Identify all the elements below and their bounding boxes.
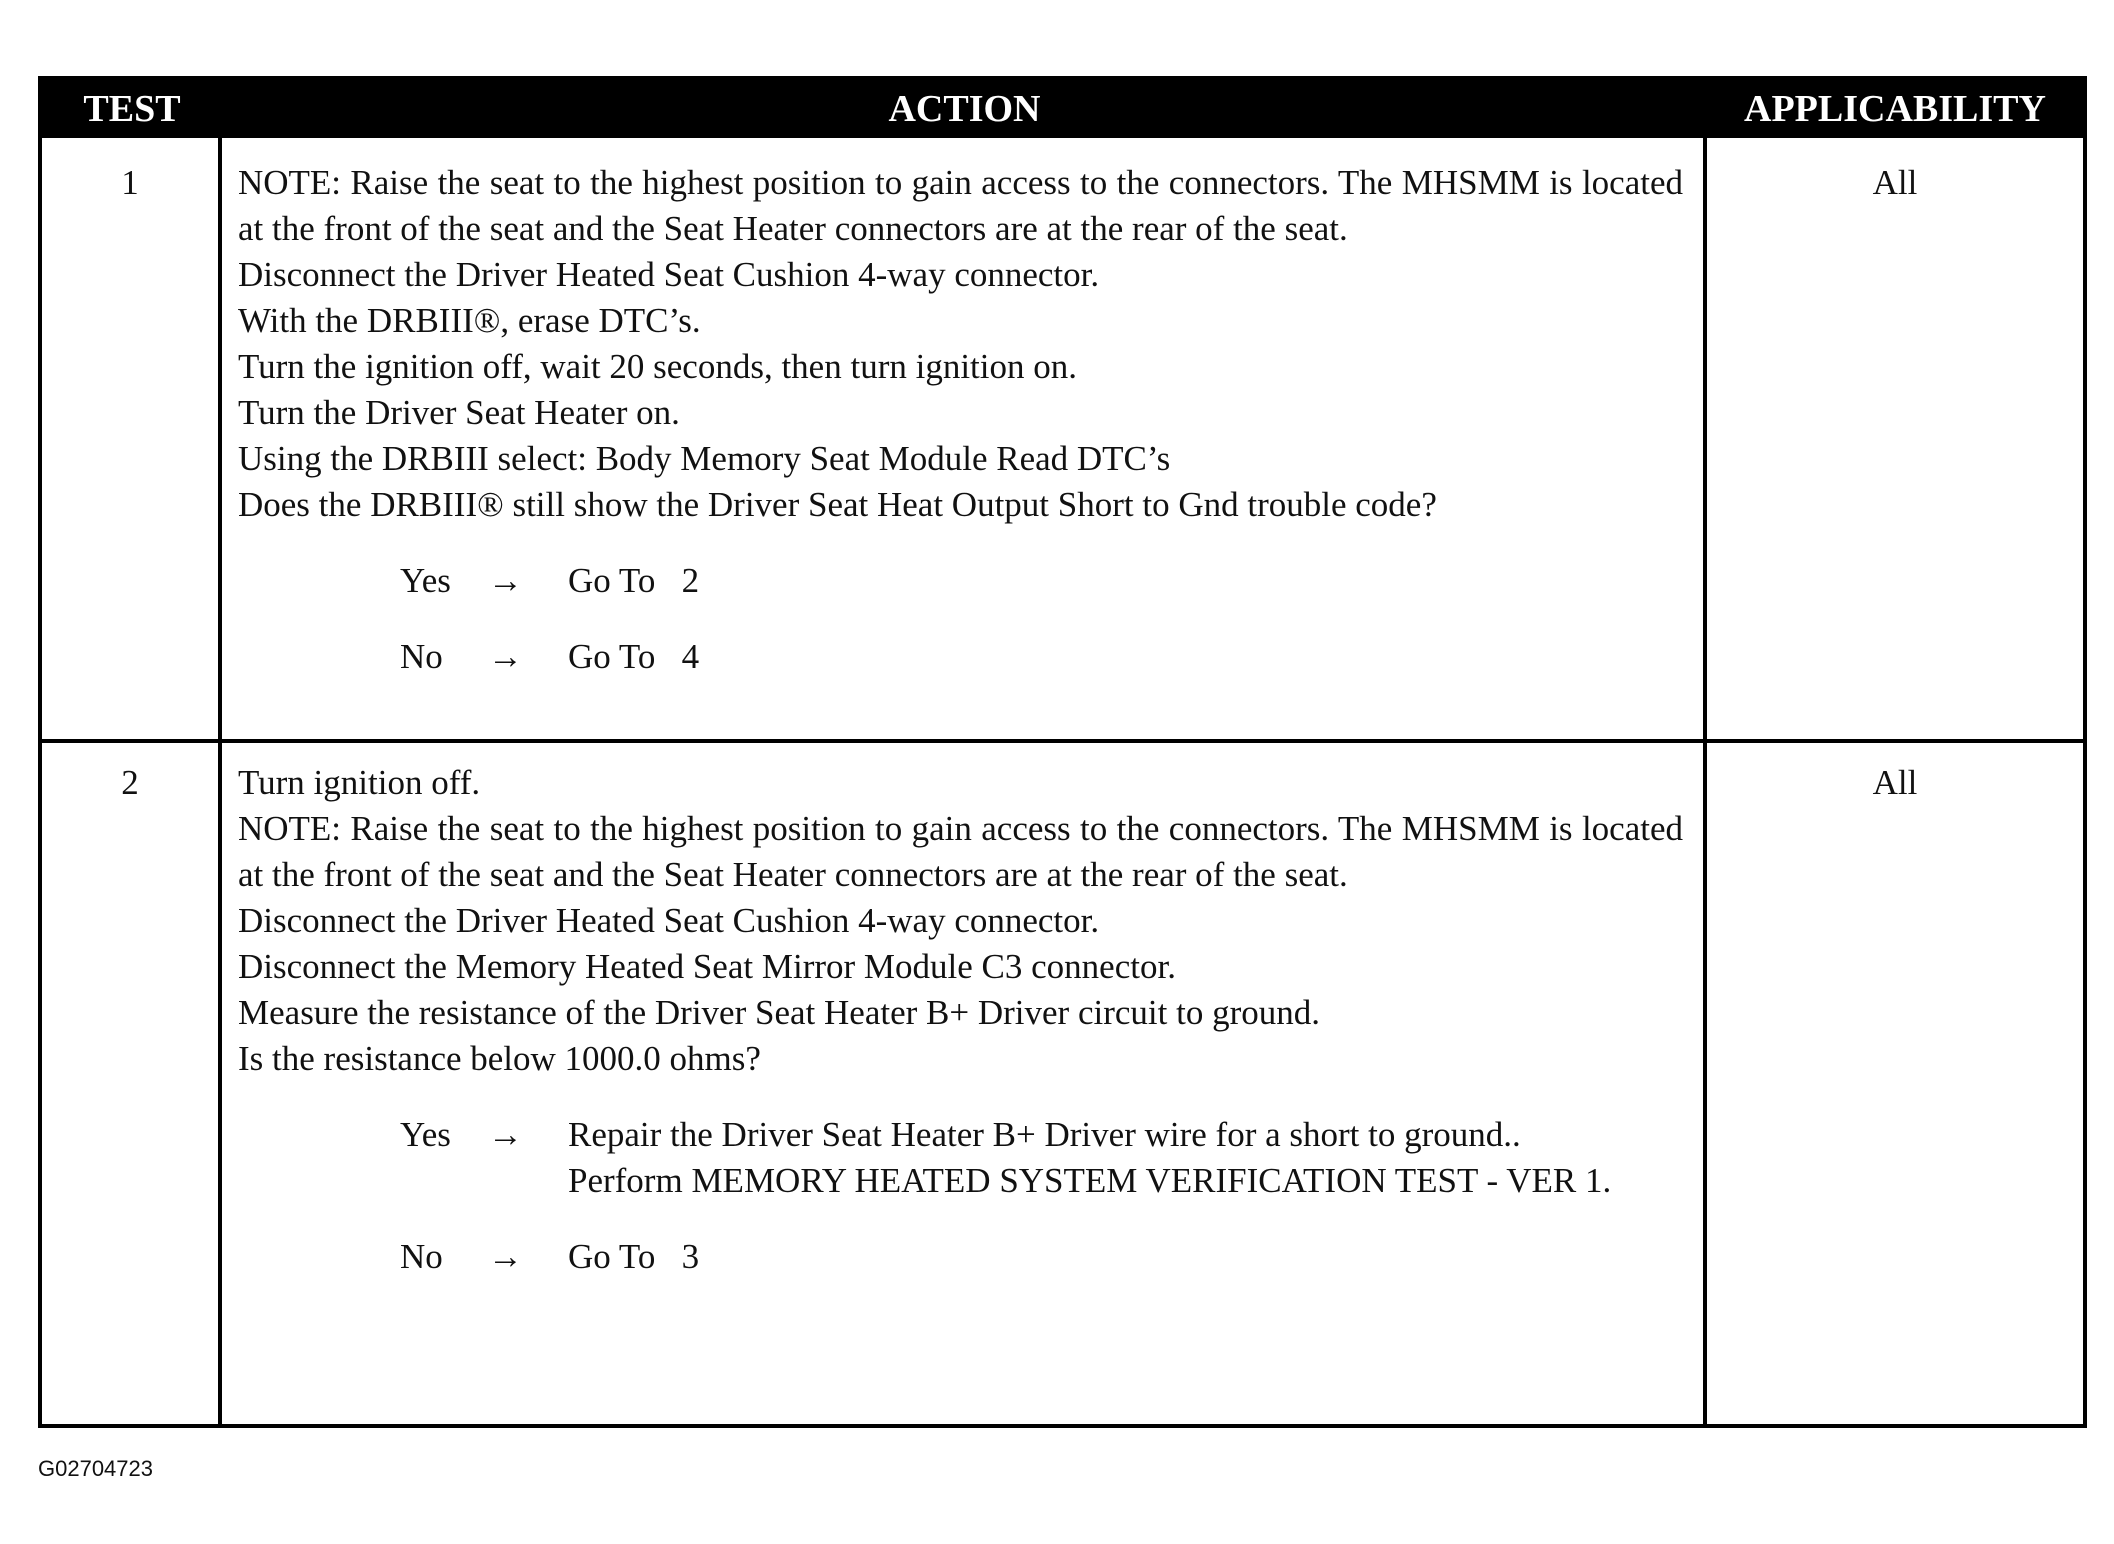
branch-text: Perform MEMORY HEATED SYSTEM VERIFICATION TEST - VER 1. xyxy=(568,1161,1612,1200)
right-arrow-icon: → xyxy=(488,1237,523,1276)
action-line: Turn ignition off. xyxy=(238,763,481,802)
action-line: NOTE: Raise the seat to the highest position to gain access to the connectors. The MHSMM is located at the front of the seat and the Seat Heater connectors are at the rear of the seat. xyxy=(238,809,1683,894)
branch-body xyxy=(568,1112,1683,1204)
action-line: Disconnect the Memory Heated Seat Mirror Module C3 connector. xyxy=(238,947,1176,986)
action-cell xyxy=(238,760,1683,1280)
right-arrow-icon: → xyxy=(488,561,523,600)
header-test: TEST xyxy=(83,88,181,130)
diagnostic-table xyxy=(38,76,2087,1428)
branch-label: Yes xyxy=(400,1115,451,1154)
applicability-cell: All xyxy=(1872,163,1918,202)
action-line: Disconnect the Driver Heated Seat Cushion 4-way connector. xyxy=(238,255,1100,294)
action-line: Turn the Driver Seat Heater on. xyxy=(238,393,680,432)
column-divider xyxy=(218,138,222,1424)
test-number: 2 xyxy=(121,763,139,802)
branch-text: Go To 3 xyxy=(568,1237,700,1276)
action-line: With the DRBIII®, erase DTC’s. xyxy=(238,301,701,340)
branch-label: Yes xyxy=(400,561,451,600)
action-line: Does the DRBIII® still show the Driver Seat Heat Output Short to Gnd trouble code? xyxy=(238,485,1437,524)
row-divider xyxy=(42,739,2083,743)
header-applicability: APPLICABILITY xyxy=(1744,88,2046,130)
action-cell xyxy=(238,160,1683,680)
action-line: Measure the resistance of the Driver Seat Heater B+ Driver circuit to ground. xyxy=(238,993,1320,1032)
action-line: NOTE: Raise the seat to the highest position to gain access to the connectors. The MHSMM is located at the front of the seat and the Seat Heater connectors are at the rear of the seat. xyxy=(238,163,1683,248)
branch-yes xyxy=(238,1112,1683,1204)
test-number: 1 xyxy=(121,163,139,202)
branch-text: Repair the Driver Seat Heater B+ Driver wire for a short to ground.. xyxy=(568,1115,1521,1154)
applicability-cell: All xyxy=(1872,763,1918,802)
branch-label: No xyxy=(400,1237,443,1276)
header-action: ACTION xyxy=(888,88,1041,130)
branch-text: Go To 4 xyxy=(568,637,700,676)
table-header xyxy=(42,80,2083,138)
action-line: Is the resistance below 1000.0 ohms? xyxy=(238,1039,761,1078)
branch-text: Go To 2 xyxy=(568,561,700,600)
branch-label: No xyxy=(400,637,443,676)
branch-no xyxy=(238,1234,1683,1280)
figure-code: G02704723 xyxy=(38,1456,153,1481)
branch-no xyxy=(238,634,1683,680)
action-line: Turn the ignition off, wait 20 seconds, then turn ignition on. xyxy=(238,347,1077,386)
branch-yes xyxy=(238,558,1683,604)
right-arrow-icon: → xyxy=(488,1115,523,1154)
action-line: Using the DRBIII select: Body Memory Seat Module Read DTC’s xyxy=(238,439,1171,478)
right-arrow-icon: → xyxy=(488,637,523,676)
action-line: Disconnect the Driver Heated Seat Cushion 4-way connector. xyxy=(238,901,1100,940)
